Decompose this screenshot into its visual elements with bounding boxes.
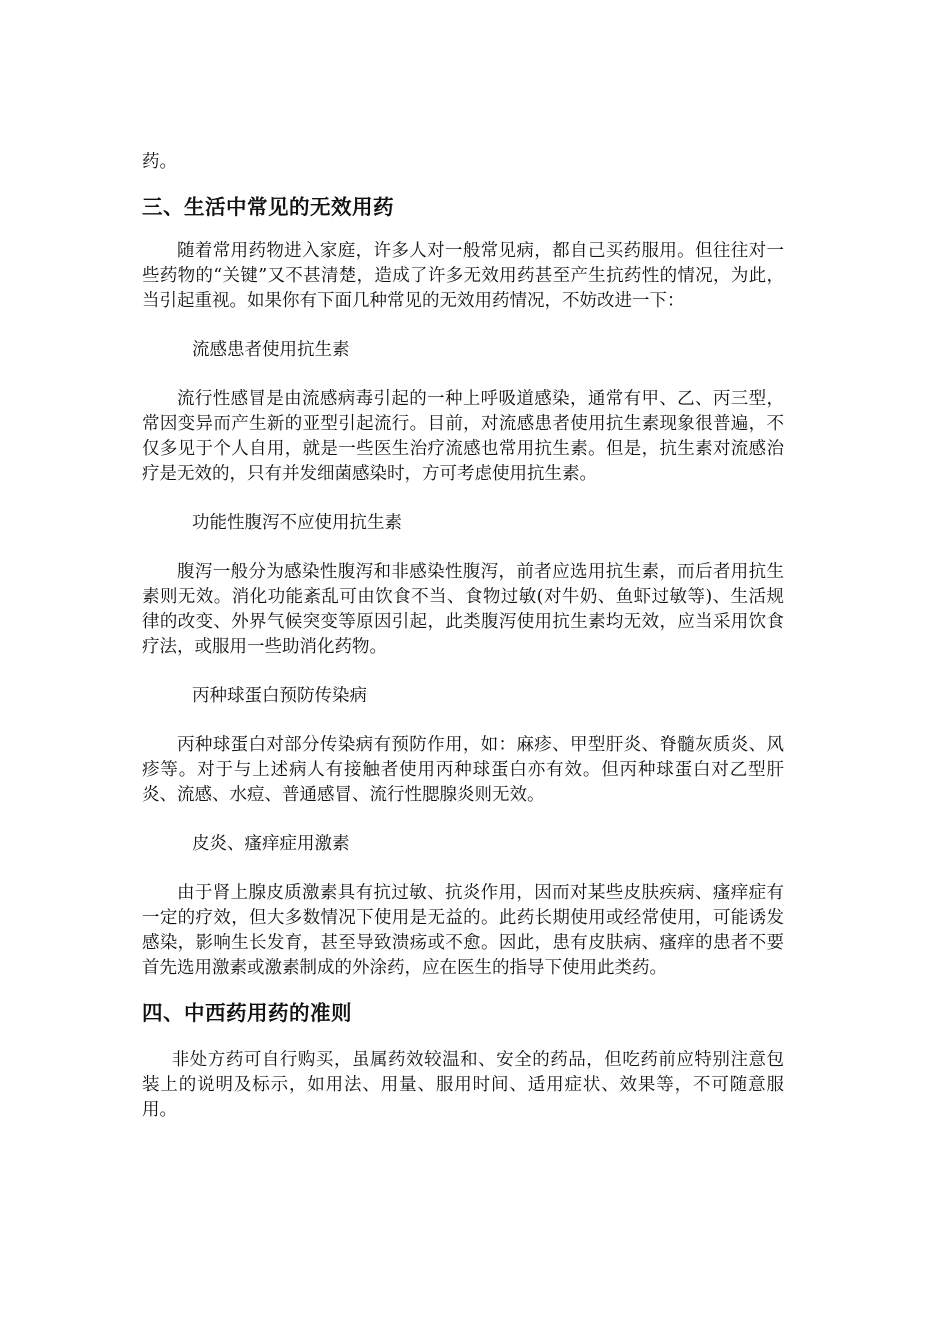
continuation-fragment: 药。	[142, 152, 177, 172]
section-4-heading: 四、中西药用药的准则	[142, 1001, 352, 1025]
item-3-title: 丙种球蛋白预防传染病	[192, 686, 367, 706]
item-3-body: 丙种球蛋白对部分传染病有预防作用，如：麻疹、甲型肝炎、脊髓灰质炎、风疹等。对于与上述病人有接触者使用丙种球蛋白亦有效。但丙种球蛋白对乙型肝炎、流感、水痘、普通感冒、流行性腮腺炎则无效。	[142, 735, 784, 805]
item-4-body: 由于肾上腺皮质激素具有抗过敏、抗炎作用，因而对某些皮肤疾病、瘙痒症有一定的疗效，但大多数情况下使用是无益的。此药长期使用或经常使用，可能诱发感染，影响生长发育，甚至导致溃疡或不愈。因此，患有皮肤病、瘙痒的患者不要首先选用激素或激素制成的外涂药，应在医生的指导下使用此类药。	[142, 883, 784, 978]
item-2-title: 功能性腹泻不应使用抗生素	[192, 513, 402, 533]
item-2-body: 腹泻一般分为感染性腹泻和非感染性腹泻，前者应选用抗生素，而后者用抗生素则无效。消化功能紊乱可由饮食不当、食物过敏(对牛奶、鱼虾过敏等)、生活规律的改变、外界气候突变等原因引起，此类腹泻使用抗生素均无效，应当采用饮食疗法，或服用一些助消化药物。	[142, 562, 784, 657]
section-4-body: 非处方药可自行购买，虽属药效较温和、安全的药品，但吃药前应特别注意包装上的说明及标示，如用法、用量、服用时间、适用症状、效果等，不可随意服用。	[142, 1050, 784, 1120]
section-3-intro: 随着常用药物进入家庭，许多人对一般常见病，都自己买药服用。但往往对一些药物的“关键”又不甚清楚，造成了许多无效用药甚至产生抗药性的情况，为此，当引起重视。如果你有下面几种常见的无效用药情况，不妨改进一下：	[142, 241, 784, 311]
document-body	[142, 150, 784, 1123]
section-3-heading: 三、生活中常见的无效用药	[142, 195, 394, 219]
item-1-body: 流行性感冒是由流感病毒引起的一种上呼吸道感染，通常有甲、乙、丙三型，常因变异而产生新的亚型引起流行。目前，对流感患者使用抗生素现象很普遍，不仅多见于个人自用，就是一些医生治疗流感也常用抗生素。但是，抗生素对流感治疗是无效的，只有并发细菌感染时，方可考虑使用抗生素。	[142, 389, 784, 484]
item-4-title: 皮炎、瘙痒症用激素	[192, 834, 350, 854]
item-1-title: 流感患者使用抗生素	[192, 340, 350, 360]
